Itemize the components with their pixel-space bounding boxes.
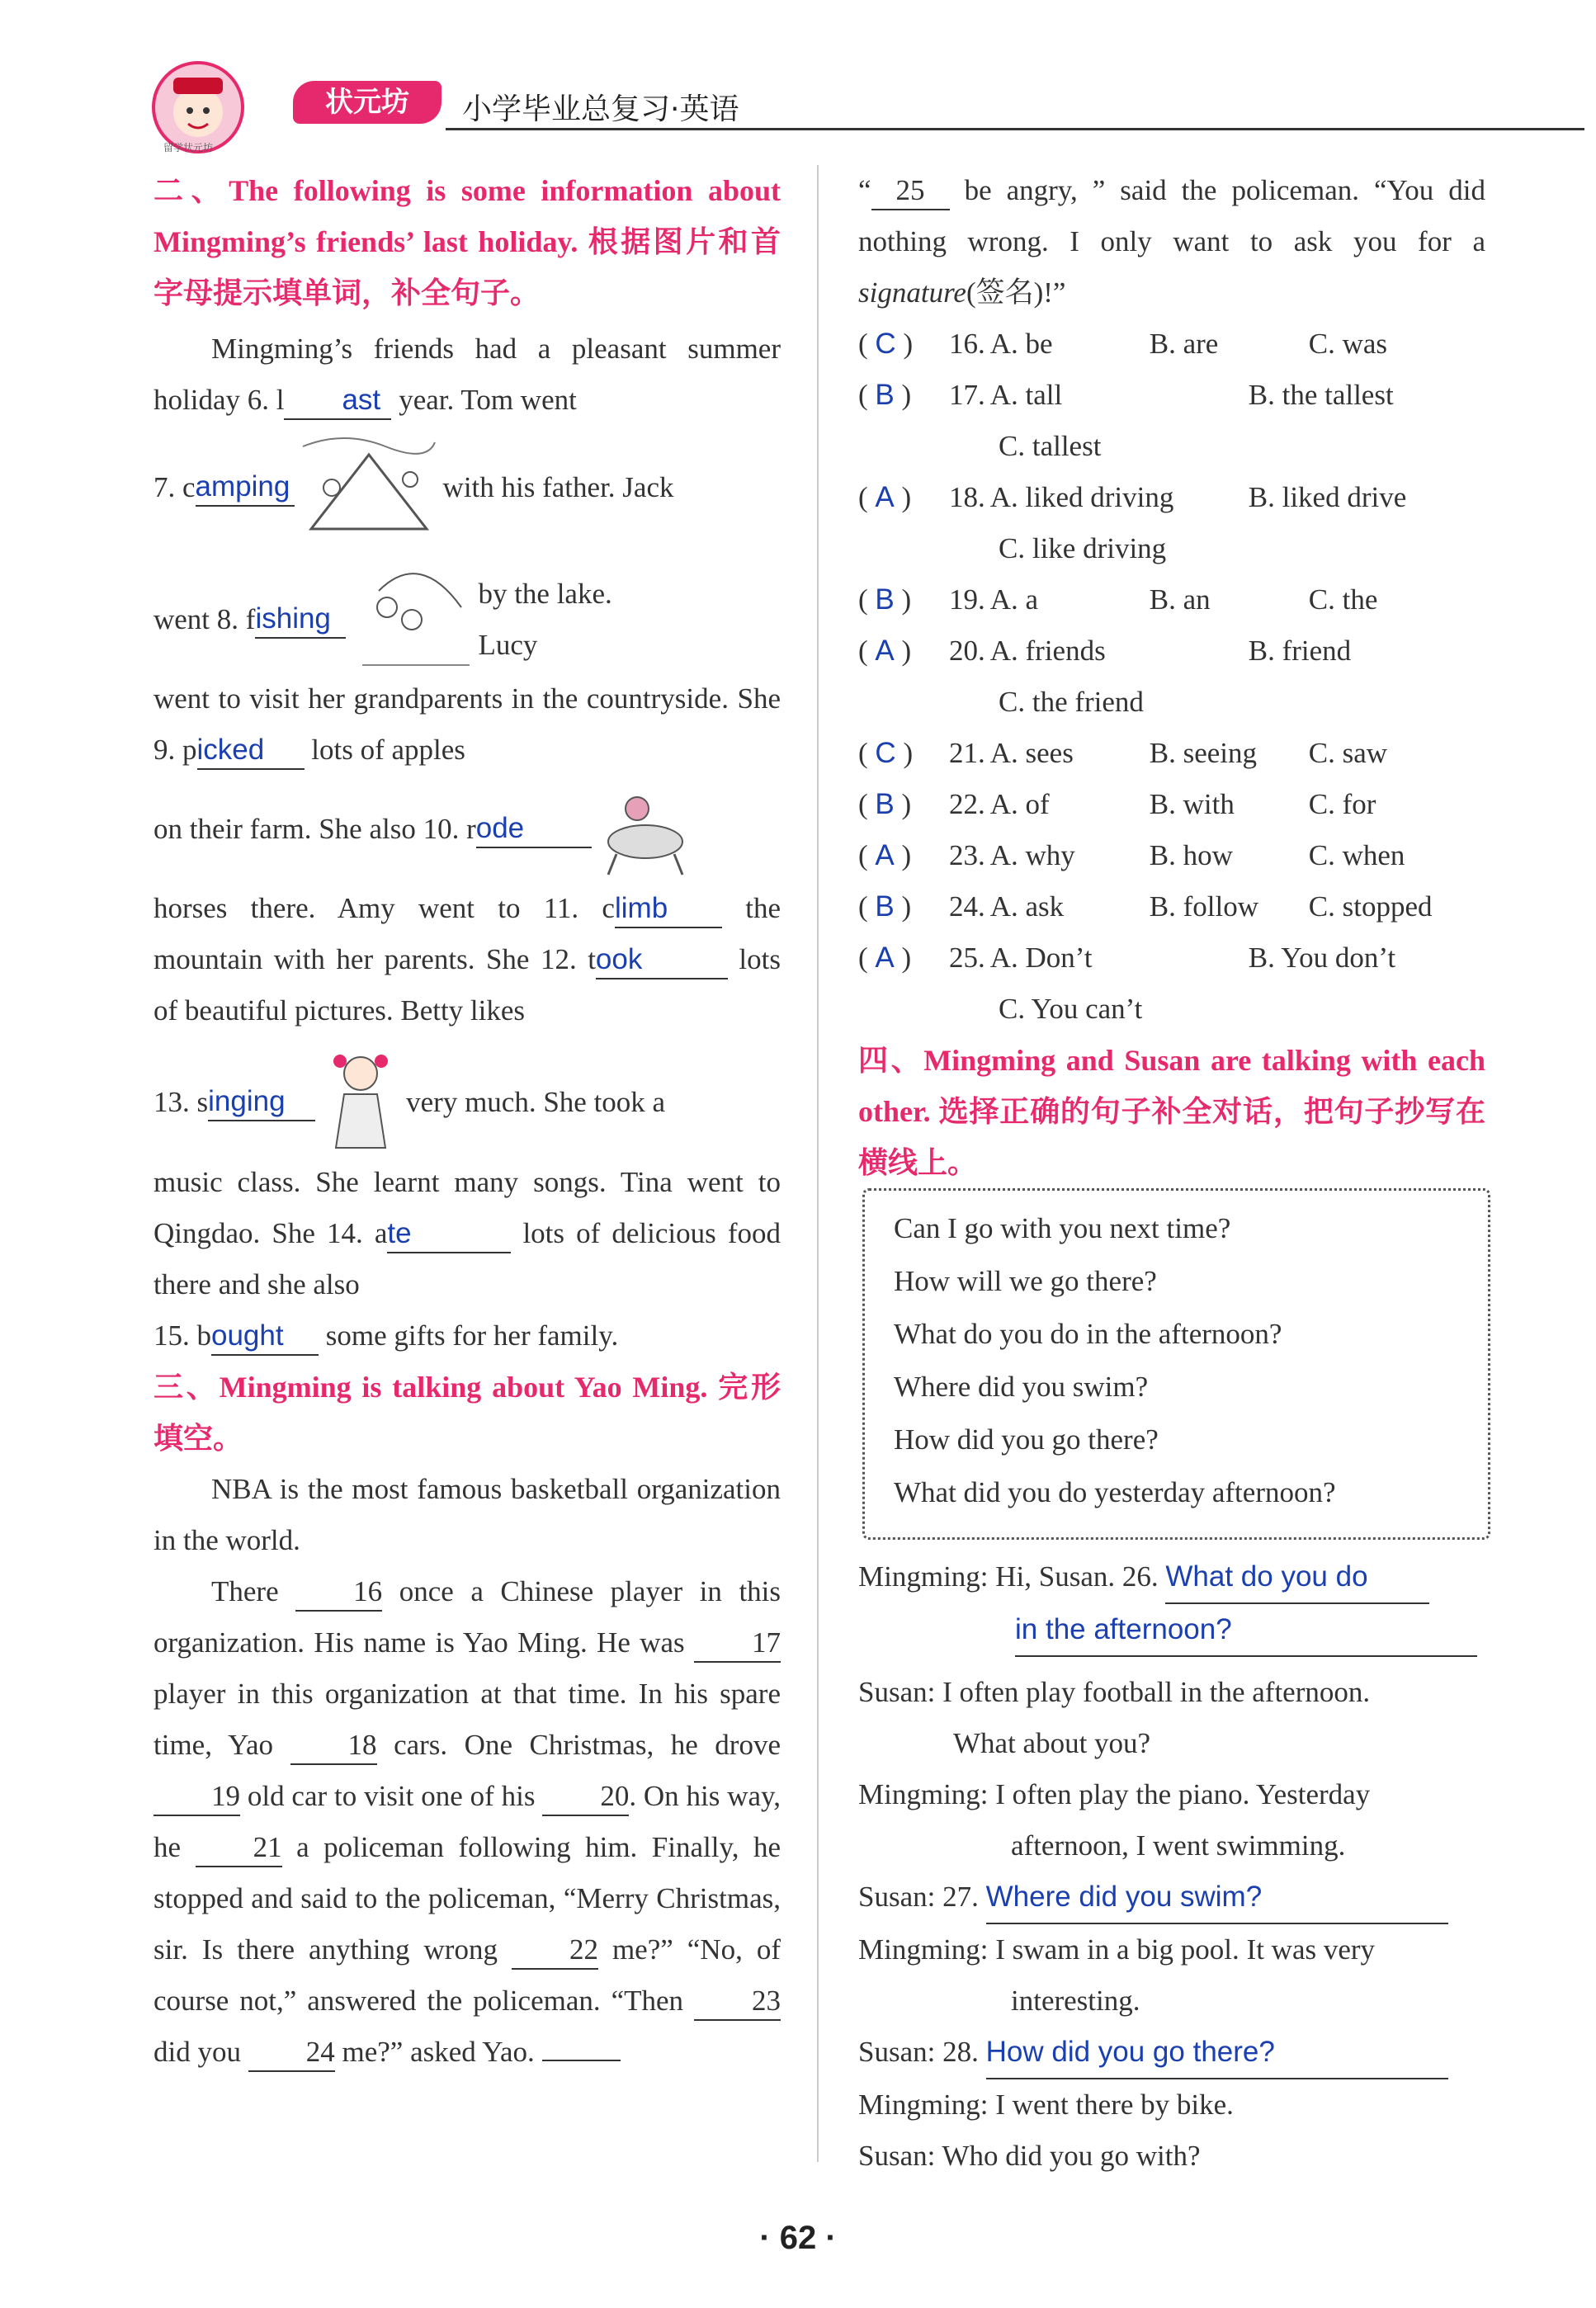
s3-paragraph-2: There 16 once a Chinese player in this organization. His name is Yao Ming. He was 17 player in this organization at that time. In his spare time, Yao 18 cars. One Christmas, he drove 19 old car to visit one of his 20. On his way, he 21 a policeman following him. Finally, he stopped and said to the policeman, “Merry Christmas, sir. Is there anything wrong 22 me?” “No, of course not,” answered the policeman. “Then 23 did you 24 me?” asked Yao.: [153, 1566, 781, 2078]
question-21: ( C ) 21. A. sees B. seeing C. saw: [858, 737, 1388, 769]
page-number: · 62 ·: [759, 2220, 837, 2256]
s2-line-9: went to visit her grandparents in the countryside. She 9. picked lots of apples: [153, 673, 781, 776]
question-24: ( B ) 24. A. ask B. follow C. stopped: [858, 890, 1433, 923]
answer-14: te: [387, 1217, 412, 1249]
s2-line-11: horses there. Amy went to 11. climb the mountain with her parents. She 12. took lots of beautiful pictures. Betty likes: [153, 892, 781, 1027]
dialogue-line-mingming-4: Mingming: I went there by bike.: [858, 2089, 1234, 2121]
question-22: ( B ) 22. A. of B. with C. for: [858, 788, 1376, 820]
column-divider: [817, 165, 819, 2162]
logo-caption: 留学状元坊: [163, 142, 214, 153]
question-25: ( A ) 25. A. Don’t B. You don’t: [858, 942, 1396, 974]
book-series-title: 小学毕业总复习·英语: [462, 92, 739, 126]
question-23: ( A ) 23. A. why B. how C. when: [858, 839, 1405, 871]
section-4-title: 四、Mingming and Susan are talking with each other. 选择正确的句子补全对话，把句子抄写在横线上。: [858, 1044, 1485, 1179]
s2-line-6: Mingming’s friends had a pleasant summer holiday 6. l ast year. Tom went: [153, 323, 781, 426]
section-3-title: 三、Mingming is talking about Yao Ming. 完形填空。: [153, 1371, 781, 1455]
s2-line-15: 15. bought some gifts for her family.: [153, 1310, 781, 1362]
dialogue-line-mingming-3: Mingming: I swam in a big pool. It was very: [858, 1933, 1376, 1966]
s2-line-10: on their farm. She also 10. r ode: [153, 776, 781, 883]
dialogue-line-mingming-3b: interesting.: [1011, 1985, 1140, 2017]
girl-singing-picture-icon: [315, 1045, 406, 1160]
answer-9: icked: [196, 734, 265, 766]
fishing-picture-icon: [346, 558, 478, 682]
sentence-options-box: [862, 1188, 1490, 1540]
s2-line-14: music class. She learnt many songs. Tina went to Qingdao. She 14. ate lots of delicious food there and she also: [153, 1166, 781, 1300]
left-column: [153, 165, 781, 2078]
option-3: What do you do in the afternoon?: [894, 1318, 1282, 1350]
answer-12: ook: [595, 943, 643, 975]
dialogue-line-mingming-2: Mingming: I often play the piano. Yesterday: [858, 1778, 1371, 1810]
answer-10: ode: [475, 812, 525, 844]
dialogue-line-mingming-2b: afternoon, I went swimming.: [1011, 1829, 1346, 1862]
brand-badge: 状元坊: [293, 81, 441, 124]
dialogue-line-26b: [858, 1604, 1494, 1657]
question-18-c: C. like driving: [999, 532, 1167, 564]
question-list: [858, 319, 1485, 1035]
dialogue-line-28: Susan: 28. How did you go there?: [858, 2027, 1494, 2079]
dialogue-line-27: Susan: 27. Where did you swim?: [858, 1871, 1494, 1924]
question-25-c: C. You can’t: [999, 993, 1143, 1025]
answer-26b: in the afternoon?: [1015, 1613, 1232, 1645]
question-18: ( A ) 18. A. liked driving B. liked drive: [858, 481, 1407, 513]
answer-8: ishing: [255, 602, 331, 635]
camping-picture-icon: [295, 430, 443, 545]
s2-line-13: 13. s inging very much. She took a: [153, 1036, 781, 1168]
answer-13: inging: [208, 1085, 286, 1117]
option-1: Can I go with you next time?: [894, 1212, 1231, 1244]
dialogue-line-susan-1b: What about you?: [953, 1727, 1151, 1759]
question-19: ( B ) 19. A. a B. an C. the: [858, 583, 1378, 616]
option-5: How did you go there?: [894, 1423, 1159, 1456]
dialogue-line-susan-4: Susan: Who did you go with?: [858, 2140, 1201, 2172]
right-column: [858, 165, 1485, 1188]
question-16: ( C ) 16. A. be B. are C. was: [858, 328, 1388, 360]
question-17-c: C. tallest: [999, 430, 1102, 462]
option-6: What did you do yesterday afternoon?: [894, 1476, 1336, 1508]
answer-7: amping: [195, 470, 290, 503]
question-20: ( A ) 20. A. friends B. friend: [858, 635, 1352, 667]
dialogue: [858, 1551, 1494, 2182]
answer-28: How did you go there?: [985, 2036, 1275, 2068]
answer-6: ast: [342, 384, 381, 416]
s2-line-7: 7. c amping with his father. Jack: [153, 426, 781, 550]
question-20-c: C. the friend: [999, 686, 1144, 718]
s3-paragraph-1: NBA is the most famous basketball organization in the world.: [153, 1473, 781, 1556]
horse-riding-picture-icon: [592, 780, 699, 879]
option-4: Where did you swim?: [894, 1371, 1149, 1403]
dialogue-line-susan-1: Susan: I often play football in the afternoon.: [858, 1676, 1371, 1708]
answer-15: ought: [211, 1319, 284, 1352]
answer-27: Where did you swim?: [985, 1881, 1263, 1913]
question-17: ( B ) 17. A. tall B. the tallest: [858, 379, 1394, 411]
s2-line-8: went 8. f ishing by the lake. Lucy: [153, 550, 781, 690]
section-2-title: 二、The following is some information about Mingming’s friends’ last holiday. 根据图片和首字母提示填单词，补全句子。: [153, 174, 781, 309]
option-2: How will we go there?: [894, 1265, 1157, 1297]
answer-11: limb: [614, 892, 668, 924]
header-rule: [446, 128, 1584, 130]
dialogue-line-26: Mingming: Hi, Susan. 26. What do you do: [858, 1551, 1494, 1604]
answer-26a: What do you do: [1165, 1560, 1368, 1593]
s3-paragraph-3: “ 25 be angry, ” said the policeman. “You did nothing wrong. I only want to ask you for a signature(签名)!”: [858, 174, 1486, 309]
